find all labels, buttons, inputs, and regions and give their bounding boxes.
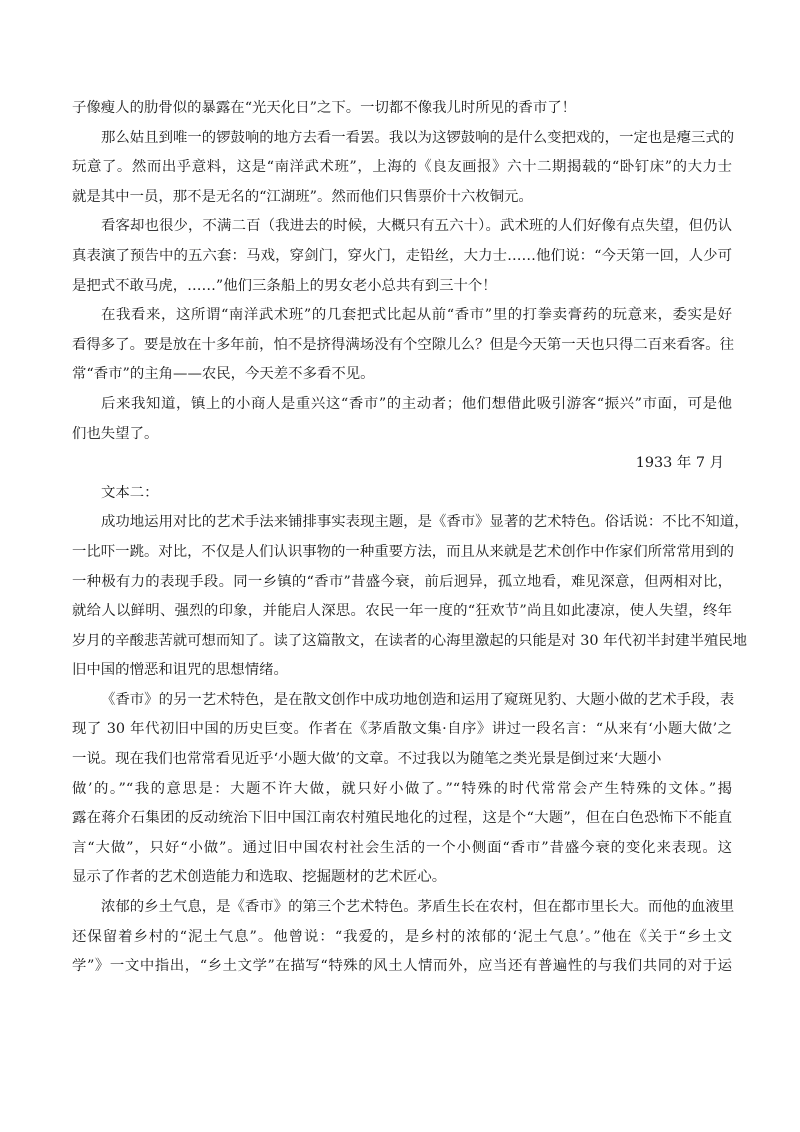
- text-line: 就给人以鲜明、强烈的印象，并能启人深思。农民一年一度的“狂欢节”尚且如此凄凉，使人失望，终年: [72, 603, 732, 620]
- text-line: 在我看来，这所谓“南洋武术班”的几套把式比起从前“香市”里的打拳卖膏药的玩意来，委实是好: [101, 307, 732, 324]
- text-line: 就是其中一员，那不是无名的“江湖班”。然而他们只售票价十六枚铜元。: [72, 188, 533, 205]
- text-line: 常“香市”的主角——农民，今天差不多看不见。: [72, 366, 375, 383]
- text-line: 文本二：: [101, 484, 159, 501]
- text-line: 成功地运用对比的艺术手法来铺排事实表现主题，是《香市》显著的艺术特色。俗话说：不比不知道，: [101, 514, 749, 531]
- text-line: 真表演了预告中的五六套：马戏，穿剑门，穿火门，走铅丝，大力士……他们说：“今天第一回，人少可: [72, 247, 732, 264]
- text-line: 子像瘦人的肋骨似的暴露在“光天化日”之下。一切都不像我儿时所见的香市了！: [72, 100, 576, 116]
- text-line: 学”》一文中指出，“乡土文学”在描写“特殊的风土人情而外，应当还有普遍性的与我们共同的对于运: [72, 958, 732, 975]
- text-line: 还保留着乡村的“泥土气息”。他曾说：“我爱的，是乡村的浓郁的‘泥土气息’。”他在《关于“乡土文: [72, 928, 732, 945]
- text-line: 一种极有力的表现手段。同一乡镇的“香市”昔盛今衰，前后迥异，孤立地看，难见深意，但两相对比，: [72, 573, 732, 590]
- document-page: [72, 94, 749, 982]
- text-line: 玩意了。然而出乎意料，这是“南洋武术班”，上海的《良友画报》六十二期揭载的“卧钉床”的大力士: [72, 159, 732, 176]
- text-line: 那么姑且到唯一的锣鼓响的地方去看一看罢。我以为这锣鼓响的是什么变把戏的，一定也是瘪三式的: [101, 129, 735, 146]
- text-line: 现了 30 年代初旧中国的历史巨变。作者在《茅盾散文集·自序》讲过一段名言：“从来有‘小题大做’之: [72, 721, 732, 738]
- text-line: 后来我知道，镇上的小商人是重兴这“香市”的主动者；他们想借此吸引游客“振兴”市面，可是他: [101, 395, 732, 412]
- text-line: 浓郁的乡土气息，是《香市》的第三个艺术特色。茅盾生长在农村，但在都市里长大。而他的血液里: [101, 899, 735, 916]
- text-line: 是把式不敢马虎，……”他们三条船上的男女老小总共有到三十个！: [72, 277, 497, 294]
- text-line: 们也失望了。: [72, 425, 159, 442]
- text-line: 旧中国的憎恶和诅咒的思想情绪。: [72, 662, 288, 679]
- date-line: 1933 年 7 月: [635, 455, 724, 472]
- text-line: 看得多了。要是放在十多年前，怕不是挤得满场没有个空隙儿么？但是今天第一天也只得二百来看客。往: [72, 336, 734, 353]
- text-line: 言“大做”，只好“小做”。通过旧中国农村社会生活的一个小侧面“香市”昔盛今衰的变化来表现。这: [72, 839, 732, 856]
- text-line: 一说。现在我们也常常看见近乎‘小题大做’的文章。不过我以为随笔之类光景是倒过来‘大题小: [72, 751, 662, 768]
- text-line: 做’的。”“我的意思是：大题不许大做，就只好小做了。”“特殊的时代常常会产生特殊的文体。”揭: [72, 780, 732, 797]
- text-line: 一比吓一跳。对比，不仅是人们认识事物的一种重要方法，而且从来就是艺术创作中作家们所常常用到的: [72, 543, 734, 560]
- text-line: 岁月的辛酸悲苦就可想而知了。读了这篇散文，在读者的心海里激起的只能是对 30 年代初半封建半殖民地: [72, 632, 748, 649]
- text-line: 《香市》的另一艺术特色，是在散文创作中成功地创造和运用了窥斑见豹、大题小做的艺术手段，表: [101, 691, 735, 708]
- text-line: 显示了作者的艺术创造能力和选取、挖掘题材的艺术匠心。: [72, 869, 447, 886]
- text-line: 看客却也很少，不满二百（我进去的时候，大概只有五六十）。武术班的人们好像有点失望，但仍认: [101, 218, 732, 235]
- text-line: 露在蒋介石集团的反动统治下旧中国江南农村殖民地化的过程，这是个“大题”，但在白色恐怖下不能直: [72, 810, 732, 827]
